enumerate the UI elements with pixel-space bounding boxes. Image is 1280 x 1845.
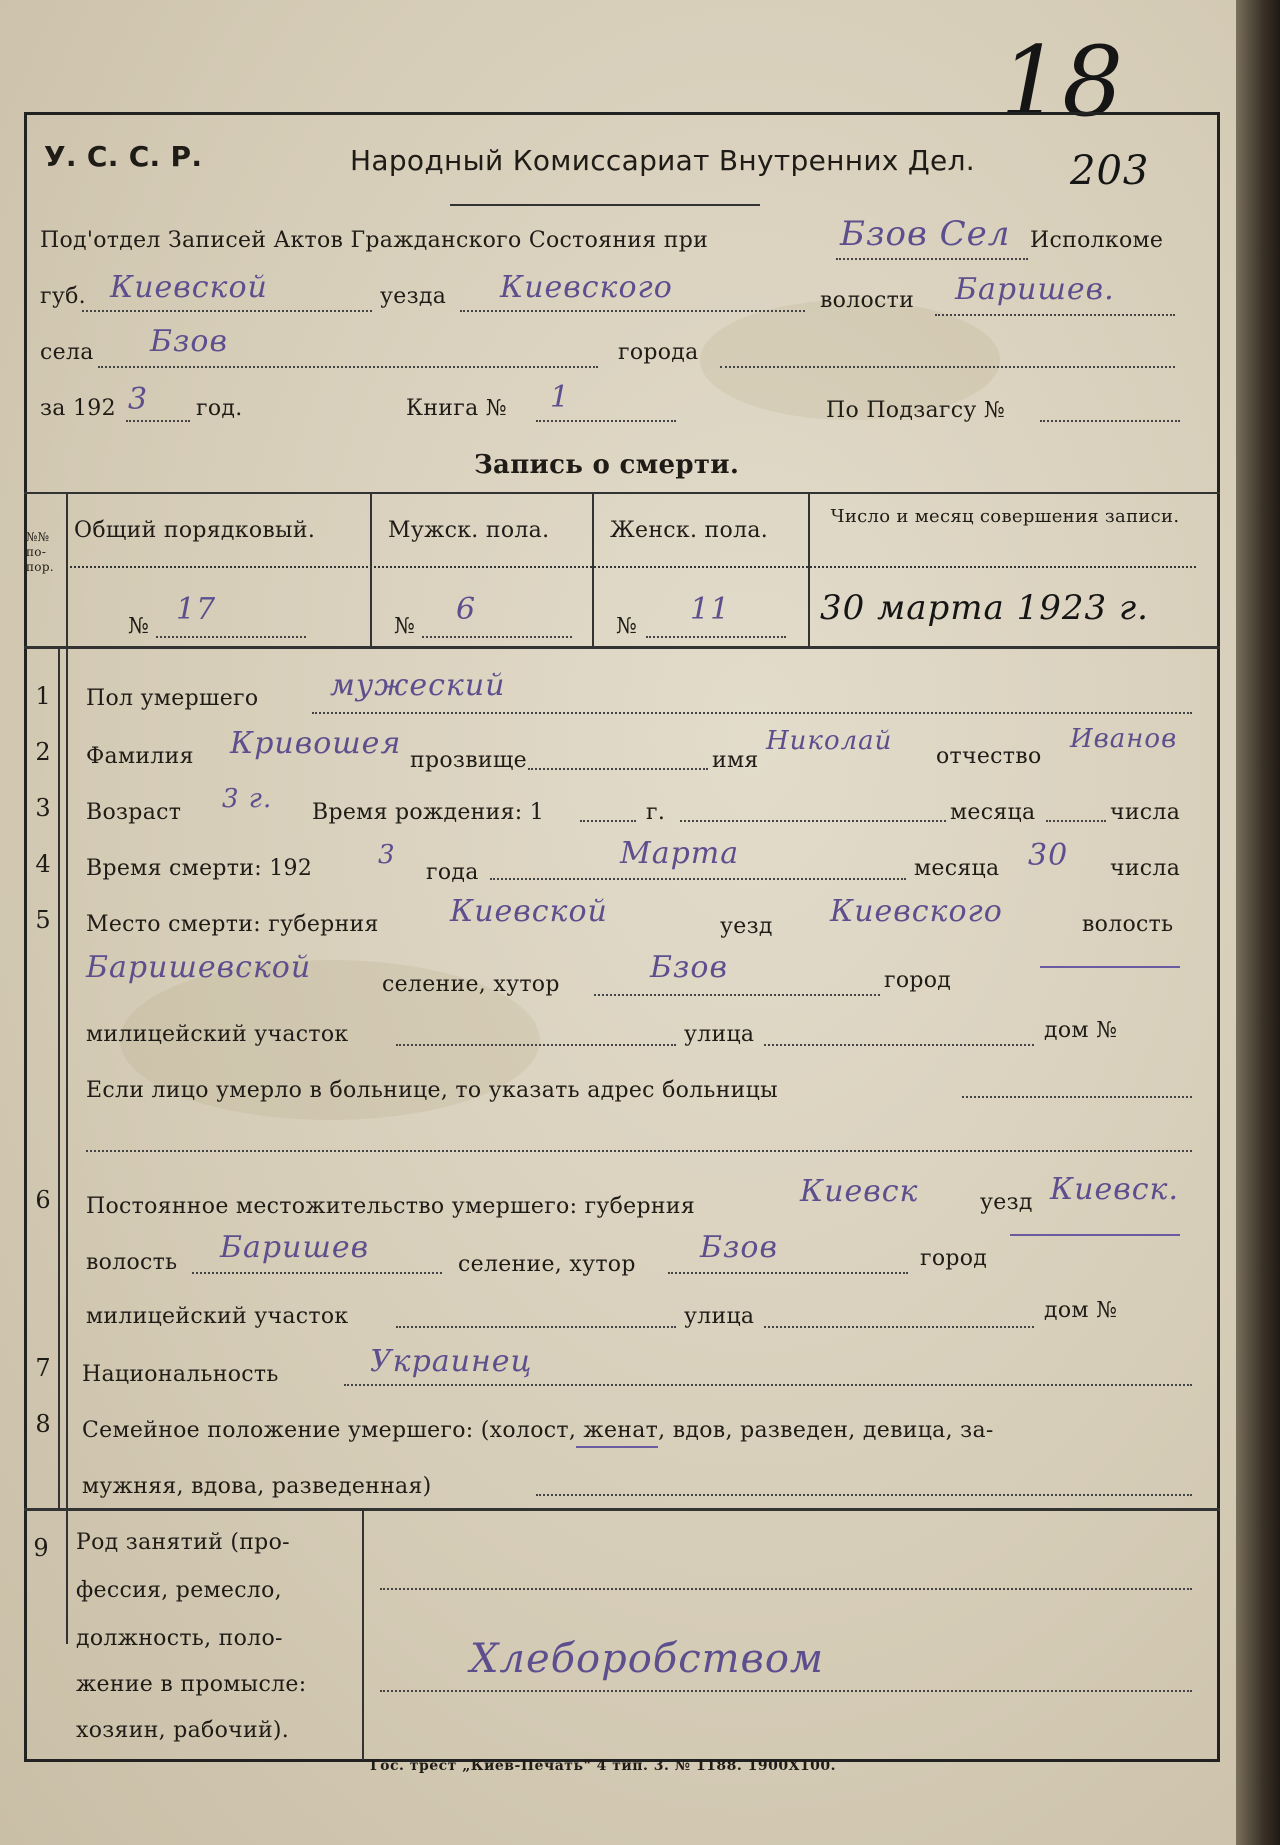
residence-uezd-value: Киевск. bbox=[1050, 1172, 1180, 1207]
gub-dots bbox=[82, 310, 372, 312]
general-dots bbox=[156, 636, 306, 638]
uezd-label: уезда bbox=[380, 284, 447, 309]
death-time-label: Время смерти: 192 bbox=[86, 856, 313, 881]
uezd-value: Киевского bbox=[500, 270, 673, 305]
residence-dom-label: дом № bbox=[1044, 1298, 1118, 1323]
residence-milic-label: милицейский участок bbox=[86, 1304, 349, 1329]
marital-label-b: мужняя, вдова, разведенная) bbox=[82, 1474, 432, 1499]
col-general-header: Общий порядковый. bbox=[74, 518, 316, 543]
selo-label: села bbox=[40, 340, 94, 365]
birth-year-dots bbox=[580, 820, 636, 822]
record-title: Запись о смерти. bbox=[474, 450, 740, 480]
death-milic-label: милицейский участок bbox=[86, 1022, 349, 1047]
death-ulica-dots bbox=[764, 1044, 1034, 1046]
age-label: Возраст bbox=[86, 800, 182, 825]
table-bottom-rule bbox=[24, 646, 1220, 649]
printer-footer: Гос. трест „Киев-Печать" 4 тип. 3. № 1188. 1900Х100. bbox=[370, 1758, 837, 1774]
residence-milic-dots bbox=[396, 1326, 676, 1328]
death-volost-label: волость bbox=[1082, 912, 1174, 937]
residence-ulica-dots bbox=[764, 1326, 1034, 1328]
residence-volost-dots bbox=[192, 1272, 442, 1274]
occupation-label-3: должность, поло- bbox=[76, 1626, 283, 1651]
occupation-label-1: Род занятий (про- bbox=[76, 1530, 290, 1555]
gorod-dots bbox=[720, 366, 1175, 368]
row-number: 2 bbox=[35, 738, 51, 766]
table-top-rule bbox=[24, 492, 1220, 494]
col-num-header: №№ по-пор. bbox=[26, 530, 54, 574]
male-value: 6 bbox=[456, 592, 477, 627]
gub-label: губ. bbox=[40, 284, 86, 309]
nationality-value: Украинец bbox=[370, 1344, 533, 1379]
death-day-value: 30 bbox=[1028, 838, 1069, 873]
row9-top-rule bbox=[24, 1508, 1220, 1511]
selo-dots bbox=[98, 366, 598, 368]
row-number: 7 bbox=[35, 1354, 51, 1382]
date-value: 30 марта 1923 г. bbox=[820, 588, 1149, 628]
ussr-label: У. С. С. Р. bbox=[44, 140, 203, 173]
birth-day-label: числа bbox=[1110, 800, 1181, 825]
residence-ulica-label: улица bbox=[684, 1304, 755, 1329]
row9-col-rule bbox=[362, 1510, 364, 1760]
occupation-label-4: жение в промысле: bbox=[76, 1672, 307, 1697]
podzags-label: По Подзагсу № bbox=[826, 398, 1006, 423]
record-number: 203 bbox=[1070, 148, 1150, 194]
subdept-label: Под'отдел Записей Актов Гражданского Состояния при bbox=[40, 228, 709, 253]
marital-label-a: Семейное положение умершего: (холост, женат, вдов, разведен, девица, за- bbox=[82, 1418, 994, 1443]
death-volost-value: Баришевской bbox=[86, 950, 312, 985]
surname-value: Кривошея bbox=[230, 726, 402, 761]
death-milic-dots bbox=[396, 1044, 676, 1046]
residence-volost-value: Баришев bbox=[220, 1230, 370, 1265]
col-date-header: Число и месяц совершения записи. bbox=[830, 506, 1180, 527]
page-number: 18 bbox=[1000, 26, 1125, 138]
nickname-label: прозвище bbox=[410, 748, 527, 773]
death-month-dots bbox=[490, 878, 906, 880]
name-value: Николай bbox=[766, 726, 893, 756]
death-gub-value: Киевской bbox=[450, 894, 608, 929]
residence-gorod-dash bbox=[1010, 1234, 1180, 1236]
occupation-dots-1 bbox=[380, 1588, 1192, 1590]
death-gorod-dash bbox=[1040, 966, 1180, 968]
death-month-label: месяца bbox=[914, 856, 1000, 881]
table-mid-rule bbox=[70, 566, 1196, 568]
book-dots bbox=[536, 420, 676, 422]
nationality-dots bbox=[344, 1384, 1192, 1386]
row-number: 9 bbox=[33, 1534, 49, 1562]
death-gorod-label: город bbox=[884, 968, 952, 993]
volost-label: волости bbox=[820, 288, 915, 313]
surname-label: Фамилия bbox=[86, 744, 194, 769]
residence-label: Постоянное местожительство умершего: губерния bbox=[86, 1194, 695, 1219]
subdept-value: Бзов Сел bbox=[840, 214, 1011, 254]
col-rule-1 bbox=[370, 494, 372, 646]
birth-month-label: месяца bbox=[950, 800, 1036, 825]
residence-volost-label: волость bbox=[86, 1250, 178, 1275]
death-selenie-dots bbox=[594, 994, 880, 996]
hospital-dots bbox=[962, 1096, 1192, 1098]
residence-selenie-value: Бзов bbox=[700, 1230, 778, 1265]
year-prefix: за 192 bbox=[40, 396, 116, 421]
male-no-sign: № bbox=[394, 614, 416, 639]
nationality-label: Национальность bbox=[82, 1362, 279, 1387]
residence-gorod-label: город bbox=[920, 1246, 988, 1271]
nickname-dots bbox=[528, 768, 708, 770]
uezd-dots bbox=[460, 310, 805, 312]
residence-selenie-label: селение, хутор bbox=[458, 1252, 636, 1277]
birth-day-dots bbox=[1046, 820, 1106, 822]
row-number: 5 bbox=[35, 906, 51, 934]
sex-label: Пол умершего bbox=[86, 686, 259, 711]
death-uezd-label: уезд bbox=[720, 914, 773, 939]
death-month-value: Марта bbox=[620, 836, 740, 871]
row-number: 3 bbox=[35, 794, 51, 822]
ispolkom-label: Исполкоме bbox=[1030, 228, 1164, 253]
book-label: Книга № bbox=[406, 396, 507, 421]
col-male-header: Мужск. пола. bbox=[388, 518, 550, 543]
hospital-dots-2 bbox=[86, 1150, 1192, 1152]
residence-gub-value: Киевск bbox=[800, 1174, 919, 1209]
birth-label: Время рождения: 1 bbox=[312, 800, 545, 825]
hospital-label: Если лицо умерло в больнице, то указать адрес больницы bbox=[86, 1078, 778, 1103]
row-number: 8 bbox=[35, 1410, 51, 1438]
patronymic-label: отчество bbox=[936, 744, 1042, 769]
podzags-dots bbox=[1040, 420, 1180, 422]
death-place-label: Место смерти: губерния bbox=[86, 912, 379, 937]
name-label: имя bbox=[712, 748, 759, 773]
birth-month-dots bbox=[680, 820, 946, 822]
occupation-dots-2 bbox=[380, 1690, 1192, 1692]
col-rule-2 bbox=[592, 494, 594, 646]
death-ulica-label: улица bbox=[684, 1022, 755, 1047]
death-selenie-label: селение, хутор bbox=[382, 972, 560, 997]
general-no-sign: № bbox=[128, 614, 150, 639]
year-suffix: год. bbox=[196, 396, 243, 421]
patronymic-value: Иванов bbox=[1070, 724, 1178, 754]
occupation-label-5: хозяин, рабочий). bbox=[76, 1718, 290, 1743]
row-number: 4 bbox=[35, 850, 51, 878]
occupation-value: Хлеборобством bbox=[470, 1636, 825, 1682]
subdept-dots bbox=[836, 258, 1028, 260]
death-uezd-value: Киевского bbox=[830, 894, 1003, 929]
gub-value: Киевской bbox=[110, 270, 268, 305]
female-dots bbox=[646, 636, 786, 638]
book-spine-edge bbox=[1236, 0, 1280, 1845]
marital-underline bbox=[576, 1446, 658, 1448]
commissariat-title: Народный Комиссариат Внутренних Дел. bbox=[350, 144, 975, 177]
inner-rail bbox=[58, 648, 60, 1508]
book-value: 1 bbox=[550, 380, 571, 415]
death-dom-label: дом № bbox=[1044, 1018, 1118, 1043]
male-dots bbox=[422, 636, 572, 638]
death-year-value: 3 bbox=[378, 840, 396, 870]
occupation-label-2: фессия, ремесло, bbox=[76, 1578, 282, 1603]
num-col-rule bbox=[66, 494, 68, 1644]
selo-value: Бзов bbox=[150, 324, 228, 359]
col-rule-3 bbox=[808, 494, 810, 646]
female-no-sign: № bbox=[616, 614, 638, 639]
death-year-suffix: года bbox=[426, 860, 479, 885]
title-underline bbox=[450, 204, 760, 206]
year-dots bbox=[126, 420, 190, 422]
residence-uezd-label: уезд bbox=[980, 1190, 1033, 1215]
birth-g-label: г. bbox=[646, 800, 666, 825]
residence-selenie-dots bbox=[668, 1272, 908, 1274]
volost-value: Баришев. bbox=[955, 272, 1115, 307]
volost-dots bbox=[935, 314, 1175, 316]
col-female-header: Женск. пола. bbox=[610, 518, 769, 543]
row-number: 1 bbox=[35, 682, 51, 710]
year-value: 3 bbox=[128, 382, 149, 417]
general-value: 17 bbox=[176, 592, 217, 627]
sex-value: мужеский bbox=[330, 668, 506, 703]
marital-dots bbox=[536, 1494, 1192, 1496]
row-number: 6 bbox=[35, 1186, 51, 1214]
death-day-label: числа bbox=[1110, 856, 1181, 881]
age-value: 3 г. bbox=[222, 784, 273, 814]
death-selenie-value: Бзов bbox=[650, 950, 728, 985]
sex-dots bbox=[312, 712, 1192, 714]
gorod-label: города bbox=[618, 340, 699, 365]
female-value: 11 bbox=[690, 592, 731, 627]
